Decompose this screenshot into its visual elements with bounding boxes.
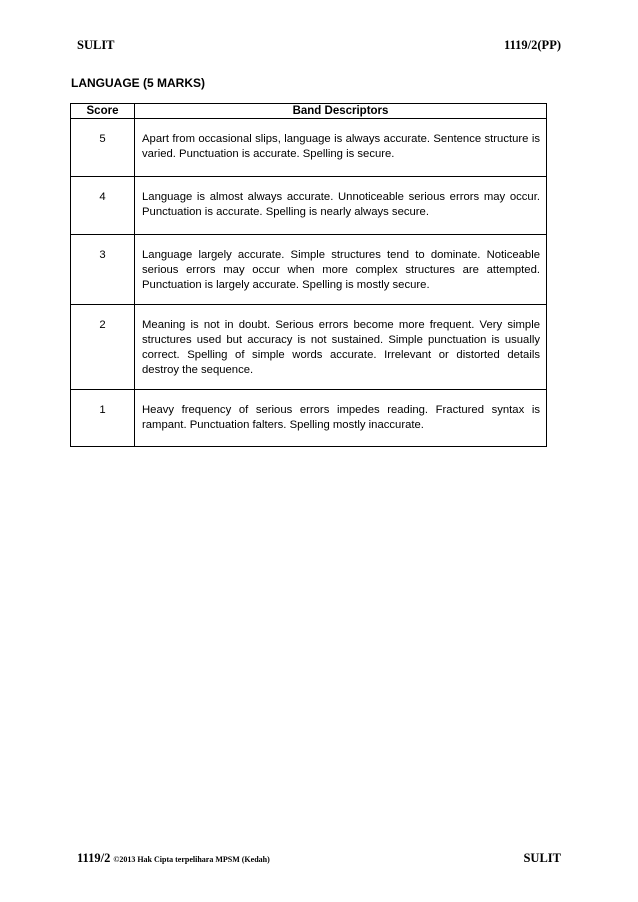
descriptor-text: Language is almost always accurate. Unnoticeable serious errors may occur. Punctuation is accurate. Spelling is nearly always secure.: [142, 191, 540, 218]
header-paper-code: 1119/2(PP): [504, 38, 561, 52]
descriptor-text: Language largely accurate. Simple structures tend to dominate. Noticeable serious errors may occur when more complex structures are attempted. Punctuation is largely accurate. Spelling is mostly secure.: [142, 249, 540, 291]
footer-classification: SULIT: [523, 851, 561, 865]
score-value: 5: [99, 133, 106, 145]
score-value: 2: [99, 319, 106, 331]
table-row: [71, 119, 547, 177]
score-cell: [71, 119, 135, 177]
descriptor-cell: [135, 119, 547, 177]
footer-paper-code: 1119/2: [77, 851, 111, 865]
footer-paper-info: [77, 851, 270, 866]
descriptor-text: Meaning is not in doubt. Serious errors become more frequent. Very simple structures used but accuracy is not sustained. Simple punctuation is usually correct. Spelling of simple words accurate. Irrelevant or distorted details destroy the sequence.: [142, 319, 540, 376]
descriptor-text: Apart from occasional slips, language is always accurate. Sentence structure is varied. Punctuation is accurate. Spelling is secure.: [142, 133, 540, 160]
section-title: LANGUAGE (5 MARKS): [71, 76, 205, 90]
descriptor-cell: [135, 235, 547, 305]
descriptor-cell: [135, 177, 547, 235]
score-value: 4: [99, 191, 106, 203]
score-cell: [71, 235, 135, 305]
table-row: [71, 235, 547, 305]
score-cell: [71, 305, 135, 390]
band-descriptor-table: [70, 103, 547, 447]
descriptor-cell: [135, 305, 547, 390]
score-value: 3: [99, 249, 106, 261]
score-column-header: Score: [71, 104, 135, 119]
descriptor-cell: [135, 390, 547, 447]
table-row: [71, 177, 547, 235]
descriptor-text: Heavy frequency of serious errors impedes reading. Fractured syntax is rampant. Punctuation falters. Spelling mostly inaccurate.: [142, 404, 540, 431]
score-value: 1: [99, 404, 106, 416]
header-classification: SULIT: [77, 38, 115, 52]
footer-copyright: ©2013 Hak Cipta terpelihara MPSM (Kedah): [113, 855, 270, 864]
score-cell: [71, 177, 135, 235]
table-header-row: [71, 104, 547, 119]
table-row: [71, 305, 547, 390]
score-cell: [71, 390, 135, 447]
band-descriptors-column-header: Band Descriptors: [135, 104, 547, 119]
table-row: [71, 390, 547, 447]
